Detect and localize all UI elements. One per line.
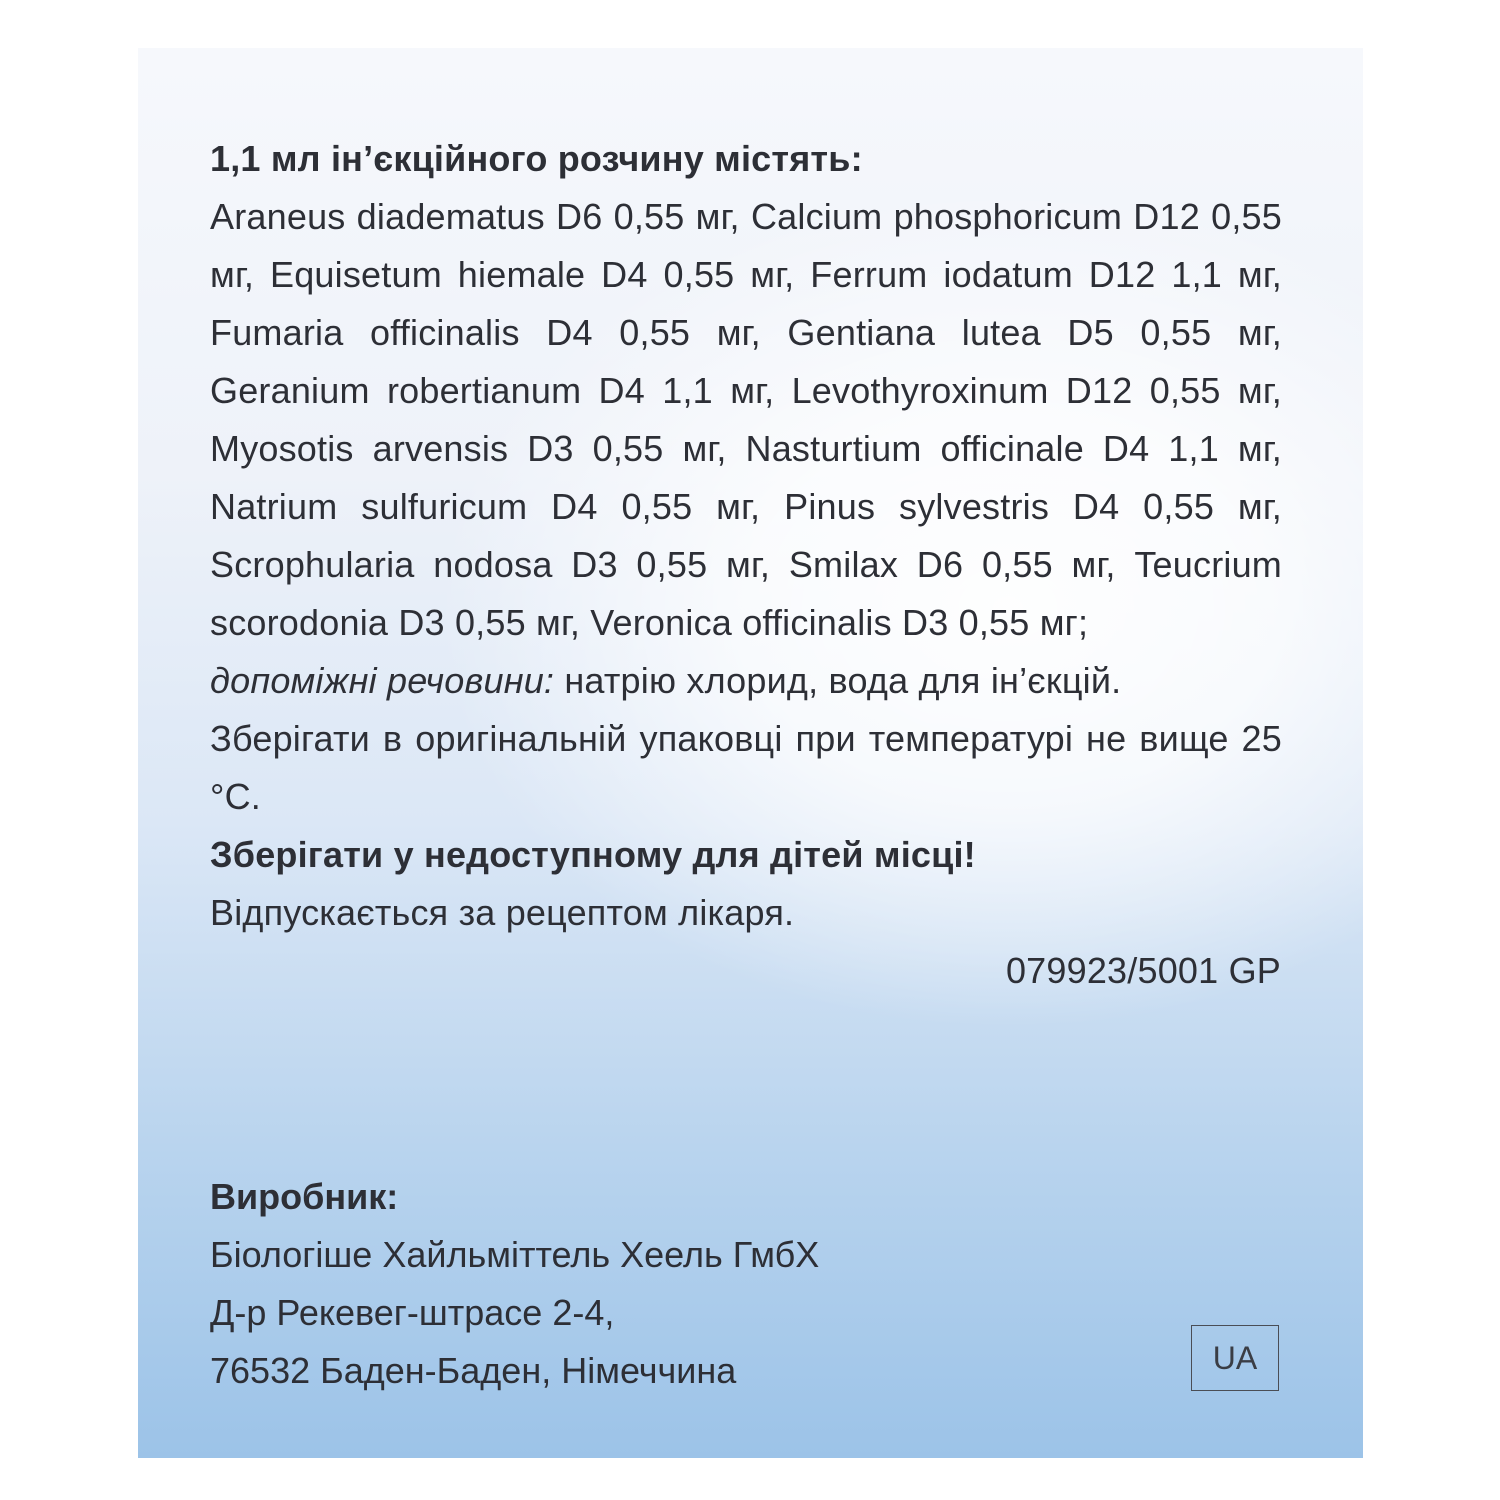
package-panel <box>138 48 1363 1458</box>
children-warning: Зберігати у недоступному для дітей місці! <box>210 834 976 875</box>
country-badge: UA <box>1191 1325 1279 1391</box>
manufacturer-section <box>210 1168 819 1400</box>
product-code: 079923/5001 GP <box>1005 950 1281 991</box>
prescription-note: Відпускається за рецептом лікаря. <box>210 892 795 933</box>
manufacturer-city: 76532 Баден-Баден, Німеччина <box>210 1350 737 1391</box>
manufacturer-name: Біологіше Хайльміттель Хеель ГмбХ <box>210 1234 820 1275</box>
excipients-text: натрію хлорид, вода для ін’єкцій. <box>554 660 1122 701</box>
excipients-label: допоміжні речовини: <box>210 660 555 701</box>
manufacturer-street: Д-р Рекевег-штрасе 2-4, <box>210 1292 615 1333</box>
composition-section <box>210 130 1282 1000</box>
storage-temperature: Зберігати в оригінальній упаковці при температурі не вище 25 °C. <box>210 718 1282 817</box>
manufacturer-label: Виробник: <box>210 1176 399 1217</box>
ingredients-list: Araneus diadematus D6 0,55 мг, Calcium phosphoricum D12 0,55 мг, Equisetum hiemale D4 0,55 мг, Ferrum iodatum D12 1,1 мг, Fumaria officinalis D4 0,55 мг, Gentiana lutea D5 0,55 мг, Geranium robertianum D4 1,1 мг, Levothyroxinum D12 0,55 мг, Myosotis arvensis D3 0,55 мг, Nasturtium officinale D4 1,1 мг, Natrium sulfuricum D4 0,55 мг, Pinus sylvestris D4 0,55 мг, Scrophularia nodosa D3 0,55 мг, Smilax D6 0,55 мг, Teucrium scorodonia D3 0,55 мг, Veronica officinalis D3 0,55 мг; <box>210 196 1282 643</box>
excipients-line <box>210 652 1282 710</box>
composition-heading: 1,1 мл ін’єкційного розчину містять: <box>210 138 863 179</box>
